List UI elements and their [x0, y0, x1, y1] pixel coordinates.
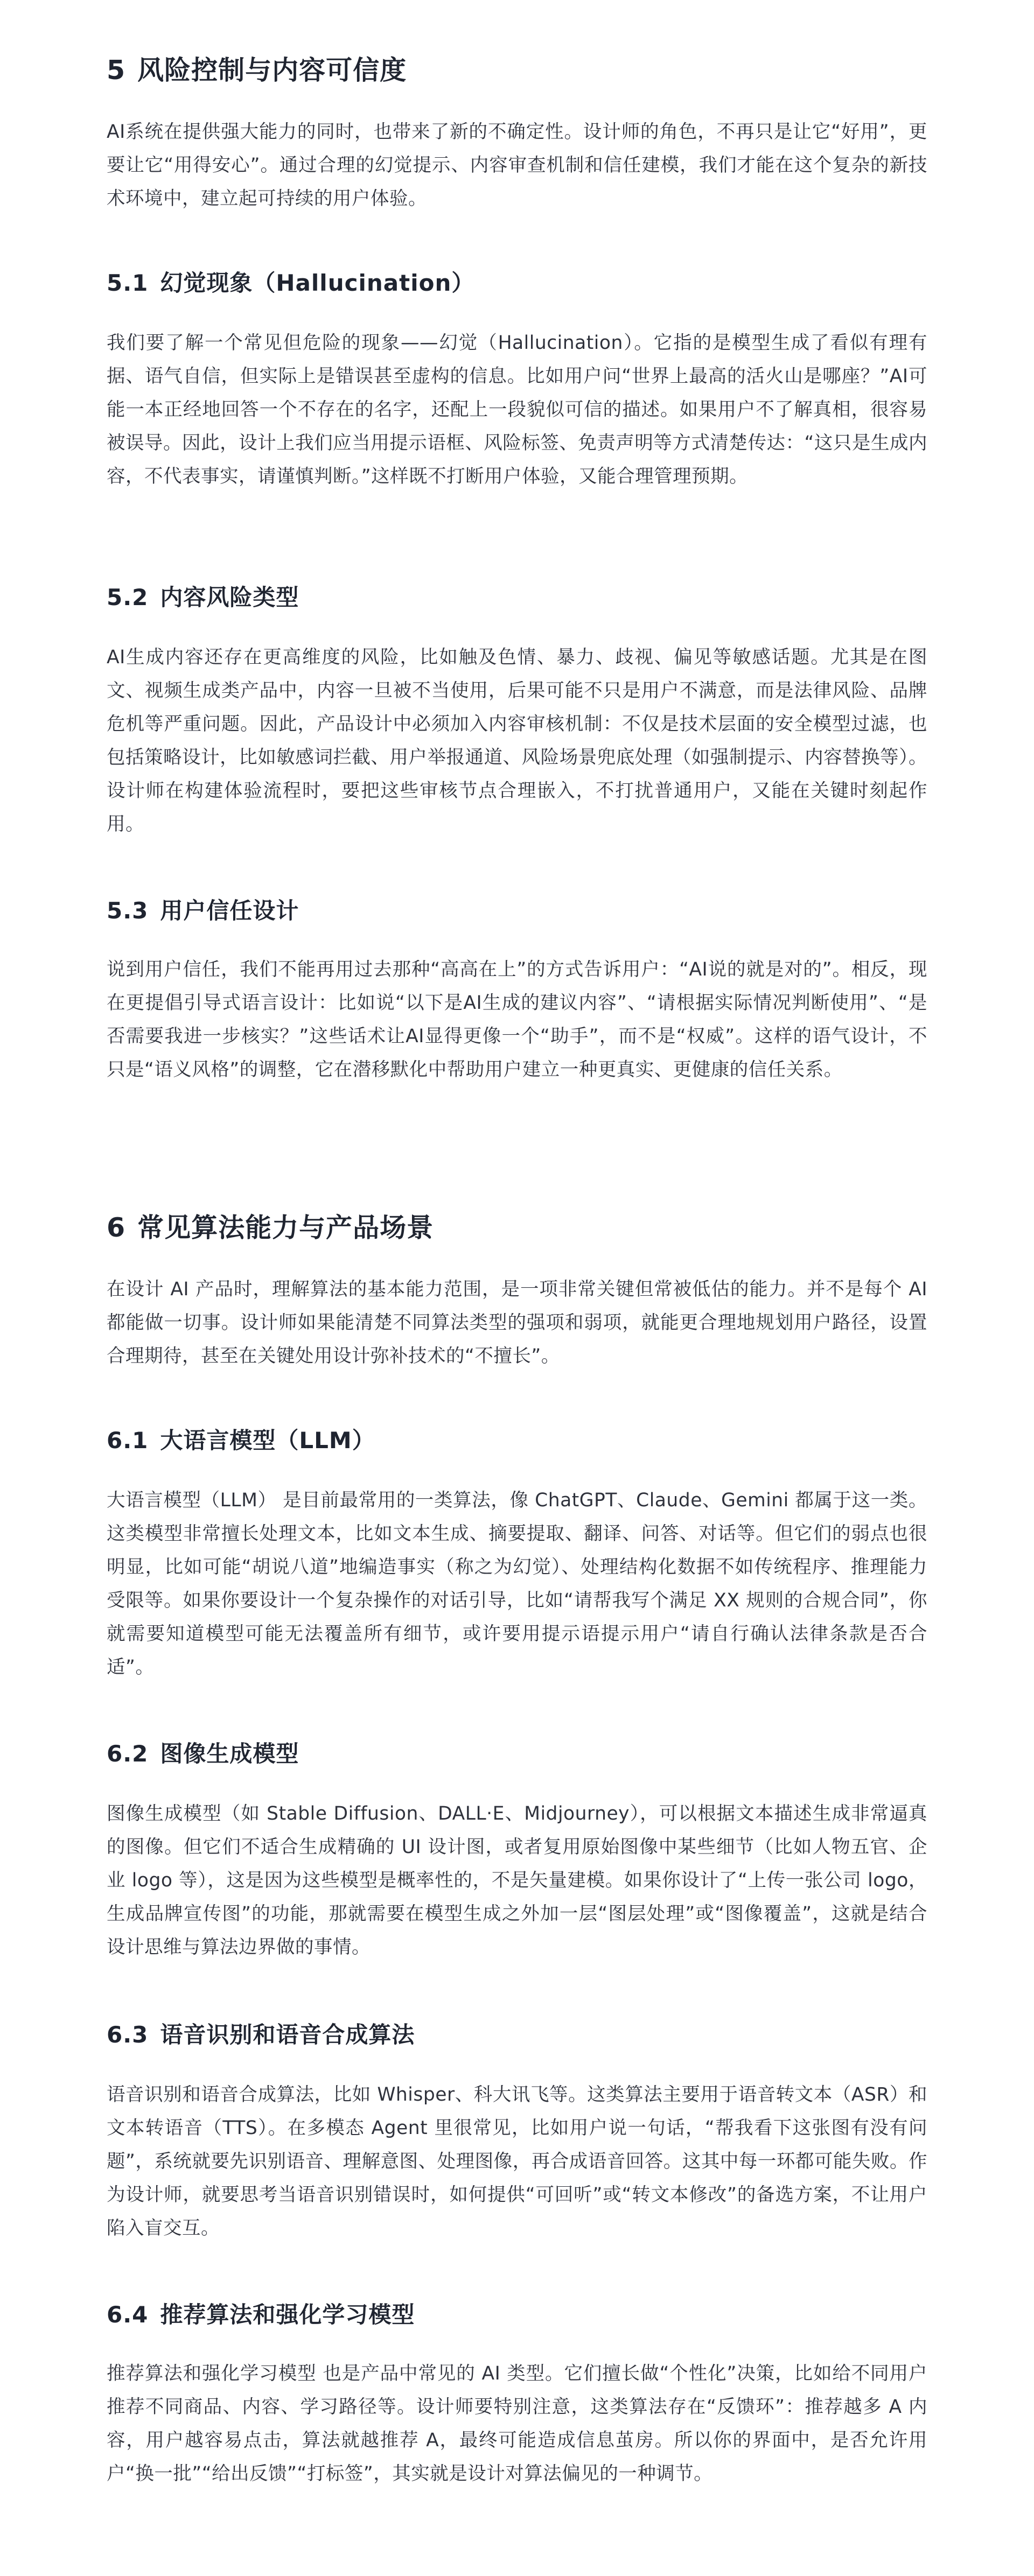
section-title-5-3	[107, 896, 927, 926]
section-body-5-2: AI生成内容还存在更高维度的风险，比如触及色情、暴力、歧视、偏见等敏感话题。尤其是在图文、视频生成类产品中，内容一旦被不当使用，后果可能不只是用户不满意，而是法律风险、品牌危机等严重问题。因此，产品设计中必须加入内容审核机制：不仅是技术层面的安全模型过滤，也包括策略设计，比如敏感词拦截、用户举报通道、风险场景兜底处理（如强制提示、内容替换等）。设计师在构建体验流程时，要把这些审核节点合理嵌入，不打扰普通用户，又能在关键时刻起作用。	[107, 647, 927, 835]
section-body-6-4: 推荐算法和强化学习模型 也是产品中常见的 AI 类型。它们擅长做“个性化”决策，比如给不同用户推荐不同商品、内容、学习路径等。设计师要特别注意，这类算法存在“反馈环”：推荐越多 A 内容，用户越容易点击，算法就越推荐 A，最终可能造成信息茧房。所以你的界面中，是否允许用户“换一批”“给出反馈”“打标签”，其实就是设计对算法偏见的一种调节。	[107, 2363, 927, 2484]
chapter-number: 6	[107, 1212, 126, 1243]
section-title-text: 推荐算法和强化学习模型	[160, 2301, 415, 2328]
section-body-6-3: 语音识别和语音合成算法，比如 Whisper、科大讯飞等。这类算法主要用于语音转文本（ASR）和文本转语音（TTS）。在多模态 Agent 里很常见，比如用户说一句话，“帮我看下这张图有没有问题”，系统就要先识别语音、理解意图、处理图像，再合成语音回答。这其中每一环都可能失败。作为设计师，就要思考当语音识别错误时，如何提供“可回听”或“转文本修改”的备选方案，不让用户陷入盲交互。	[107, 2084, 927, 2239]
section-number: 5.3	[107, 897, 149, 924]
section-title-6-2	[107, 1739, 927, 1769]
section-title-text: 幻觉现象（Hallucination）	[160, 270, 475, 296]
section-body-5-3: 说到用户信任，我们不能再用过去那种“高高在上”的方式告诉用户：“AI说的就是对的”。相反，现在更提倡引导式语言设计：比如说“以下是AI生成的建议内容”、“请根据实际情况判断使用”、“是否需要我进一步核实？”这些话术让AI显得更像一个“助手”，而不是“权威”。这样的语气设计，不只是“语义风格”的调整，它在潜移默化中帮助用户建立一种更真实、更健康的信任关系。	[107, 959, 927, 1080]
section-body-5-1: 我们要了解一个常见但危险的现象——幻觉（Hallucination）。它指的是模型生成了看似有理有据、语气自信，但实际上是错误甚至虚构的信息。比如用户问“世界上最高的活火山是哪座？”AI可能一本正经地回答一个不存在的名字，还配上一段貌似可信的描述。如果用户不了解真相，很容易被误导。因此，设计上我们应当用提示语框、风险标签、免责声明等方式清楚传达：“这只是生成内容，不代表事实，请谨慎判断。”这样既不打断用户体验，又能合理管理预期。	[107, 332, 927, 487]
section-title-6-3	[107, 2020, 927, 2050]
section-title-text: 用户信任设计	[160, 897, 299, 924]
chapter-title	[107, 1211, 927, 1245]
section-number: 5.1	[107, 270, 149, 296]
chapter-title-text: 常见算法能力与产品场景	[137, 1212, 434, 1243]
section-title-6-4	[107, 2300, 927, 2330]
chapter-intro: AI系统在提供强大能力的同时，也带来了新的不确定性。设计师的角色，不再只是让它“好用”，更要让它“用得安心”。通过合理的幻觉提示、内容审查机制和信任建模，我们才能在这个复杂的新技术环境中，建立起可持续的用户体验。	[107, 121, 927, 209]
section-title-text: 图像生成模型	[160, 1740, 299, 1767]
section-title-text: 内容风险类型	[160, 584, 299, 610]
section-number: 6.4	[107, 2301, 149, 2328]
section-title-5-2	[107, 582, 927, 613]
section-number: 6.2	[107, 1740, 149, 1767]
section-body-6-2: 图像生成模型（如 Stable Diffusion、DALL·E、Midjourney），可以根据文本描述生成非常逼真的图像。但它们不适合生成精确的 UI 设计图，或者复用原始图像中某些细节（比如人物五官、企业 logo 等），这是因为这些模型是概率性的，不是矢量建模。如果你设计了“上传一张公司 logo，生成品牌宣传图”的功能，那就需要在模型生成之外加一层“图层处理”或“图像覆盖”，这就是结合设计思维与算法边界做的事情。	[107, 1803, 927, 1958]
section-title-text: 语音识别和语音合成算法	[160, 2022, 415, 2048]
section-title-5-1	[107, 268, 927, 298]
section-number: 6.3	[107, 2022, 149, 2048]
section-body-6-1: 大语言模型（LLM） 是目前最常用的一类算法，像 ChatGPT、Claude、Gemini 都属于这一类。这类模型非常擅长处理文本，比如文本生成、摘要提取、翻译、问答、对话等。但它们的弱点也很明显，比如可能“胡说八道”地编造事实（称之为幻觉）、处理结构化数据不如传统程序、推理能力受限等。如果你要设计一个复杂操作的对话引导，比如“请帮我写个满足 XX 规则的合规合同”，你就需要知道模型可能无法覆盖所有细节，或许要用提示语提示用户“请自行确认法律条款是否合适”。	[107, 1490, 927, 1678]
chapter-6	[107, 1211, 927, 1245]
section-title-text: 大语言模型（LLM）	[160, 1427, 375, 1454]
section-number: 5.2	[107, 584, 149, 610]
chapter-intro: 在设计 AI 产品时，理解算法的基本能力范围，是一项非常关键但常被低估的能力。并不是每个 AI 都能做一切事。设计师如果能清楚不同算法类型的强项和弱项，就能更合理地规划用户路径，设置合理期待，甚至在关键处用设计弥补技术的“不擅长”。	[107, 1279, 927, 1367]
section-title-6-1	[107, 1426, 927, 1456]
chapter-number: 5	[107, 55, 126, 86]
section-number: 6.1	[107, 1427, 149, 1454]
chapter-5	[107, 54, 927, 87]
chapter-title-text: 风险控制与内容可信度	[137, 55, 407, 86]
chapter-title	[107, 54, 927, 87]
